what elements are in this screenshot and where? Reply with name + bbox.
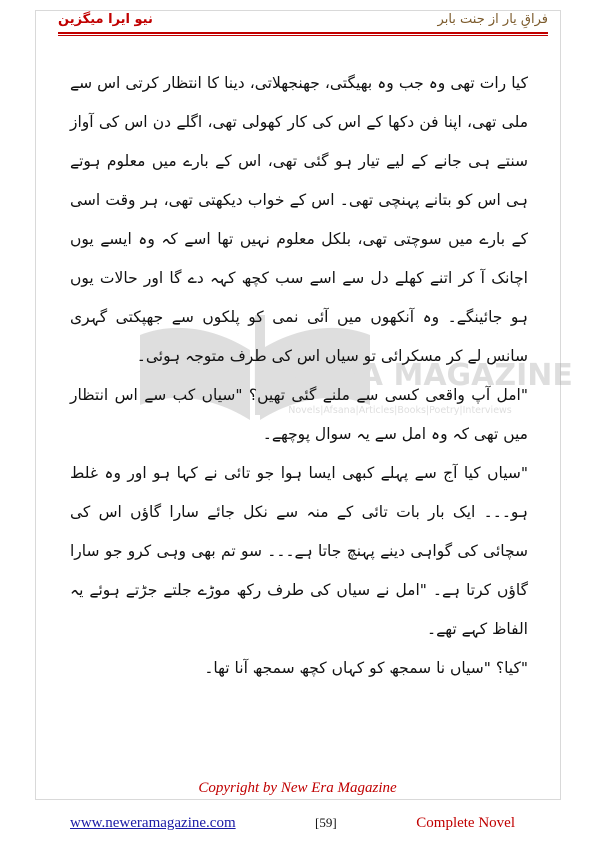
copyright-notice: Copyright by New Era Magazine xyxy=(198,780,397,796)
watermark-tagline: Novels|Afsana|Articles|Books|Poetry|Interviews xyxy=(288,405,512,416)
page-header xyxy=(58,10,548,32)
watermark-brand: NEW ERA MAGAZINE xyxy=(227,358,573,393)
article-body xyxy=(70,64,528,688)
paragraph-3: "سیاں کیا آج سے پہلے کبھی ایسا ہوا جو تائی نے کہا ہو اور وہ غلط ہو۔۔۔ ایک بار بات تائی کے منہ سے نکل جائے سارا گاؤں اس کی سچائی کی گواہی دینے پہنچ جاتا ہے۔۔۔ سو تم بھی وہی کرو جو سارا گاؤں کرتا ہے۔ "امل نے سیاں کی طرف رکھ موڑے جلتے جڑتے ہوئے یہ الفاظ کہے تھے۔ xyxy=(70,464,528,638)
paragraph-1: کیا رات تھی وہ جب وہ بھیگتی، جھنجھلاتی، دینا کا انتظار کرتی اس سے ملی تھی، اپنا فن دکھا کے اس کی کار کھولی تھی، اگلے دن اس کی آواز سنتے ہی جانے کے لیے تیار ہو گئی تھی، اس کے بارے میں معلوم ہوتے ہی اس کو بتانے پہنچی تھی۔ اس کے خواب دیکھتی تھی، ہر وقت اسی کے بارے میں سوچتی تھی، بلکل معلوم نہیں تھا اسے کہ وہ ایسے یوں اچانک آ کر اتنے کھلے دل سے اسے سب کچھ کہہ دے گا اور حالات یوں ہو جائینگے۔ وہ آنکھوں میں آئی نمی کو پلکوں سے جھپکتی گہری سانس لے کر مسکرائی تو سیاں اس کی طرف متوجہ ہوئی۔ xyxy=(70,74,528,365)
header-rule-thin xyxy=(58,35,548,36)
page-number: [59] xyxy=(315,815,337,830)
page-footer xyxy=(70,815,515,835)
paragraph-4: "کیا؟ "سیاں نا سمجھ کو کہاں کچھ سمجھ آنا تھا۔ xyxy=(204,659,528,677)
website-link[interactable]: www.neweramagazine.com xyxy=(70,815,236,831)
novel-title: فراقِ یار از جنت بابر xyxy=(437,12,548,27)
novel-label: Complete Novel xyxy=(416,815,515,831)
magazine-title: نیو ایرا میگزین xyxy=(58,12,153,27)
header-rule xyxy=(58,32,548,34)
paragraph-2: "امل آپ واقعی کسی سے ملنے گئی تھیں؟ "سیاں کب سے اس انتظار میں تھی کہ وہ امل سے یہ سوال پوچھے۔ xyxy=(70,386,528,443)
